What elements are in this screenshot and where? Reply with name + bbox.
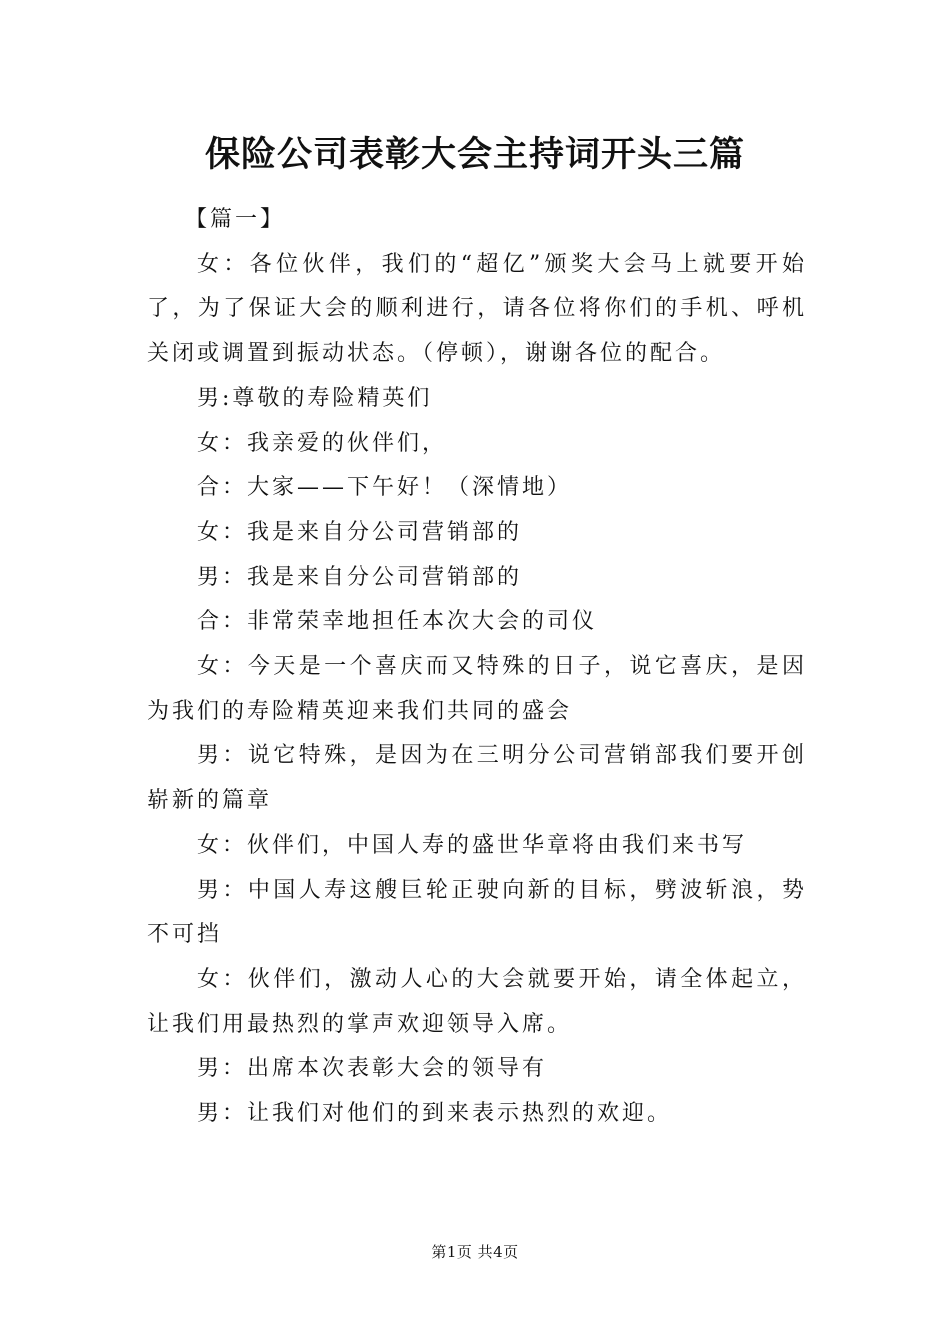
section-heading: 【篇一】 <box>185 207 286 232</box>
document-body <box>147 198 807 1137</box>
paragraph-10: 女：伙伴们，中国人寿的盛世华章将由我们来书写 <box>197 832 748 858</box>
paragraph-3: 女：我亲爱的伙伴们， <box>197 430 448 456</box>
paragraph-14: 男：让我们对他们的到来表示热烈的欢迎。 <box>197 1101 673 1127</box>
paragraph-13: 男：出席本次表彰大会的领导有 <box>197 1056 548 1082</box>
paragraph-9: 男：说它特殊，是因为在三明分公司营销部我们要开创崭新的篇章 <box>147 743 807 814</box>
paragraph-8: 女：今天是一个喜庆而又特殊的日子，说它喜庆，是因为我们的寿险精英迎来我们共同的盛会 <box>147 654 807 724</box>
paragraph-11: 男：中国人寿这艘巨轮正驶向新的目标，劈波斩浪，势不可挡 <box>147 877 807 948</box>
page-number-footer: 第1页 共4页 <box>431 1243 519 1261</box>
document-title: 保险公司表彰大会主持词开头三篇 <box>204 134 745 175</box>
paragraph-2: 男:尊敬的寿险精英们 <box>197 385 433 411</box>
paragraph-7: 合：非常荣幸地担任本次大会的司仪 <box>197 609 598 635</box>
paragraph-1: 女：各位伙伴，我们的“超亿”颁奖大会马上就要开始了，为了保证大会的顺利进行，请各位将你们的手机、呼机关闭或调置到振动状态。（停顿），谢谢各位的配合。 <box>147 251 807 367</box>
paragraph-12: 女：伙伴们，激动人心的大会就要开始，请全体起立，让我们用最热烈的掌声欢迎领导入席。 <box>147 966 807 1037</box>
paragraph-4: 合：大家——下午好！（深情地） <box>197 475 573 501</box>
paragraph-6: 男：我是来自分公司营销部的 <box>197 564 523 590</box>
paragraph-5: 女：我是来自分公司营销部的 <box>197 519 523 545</box>
